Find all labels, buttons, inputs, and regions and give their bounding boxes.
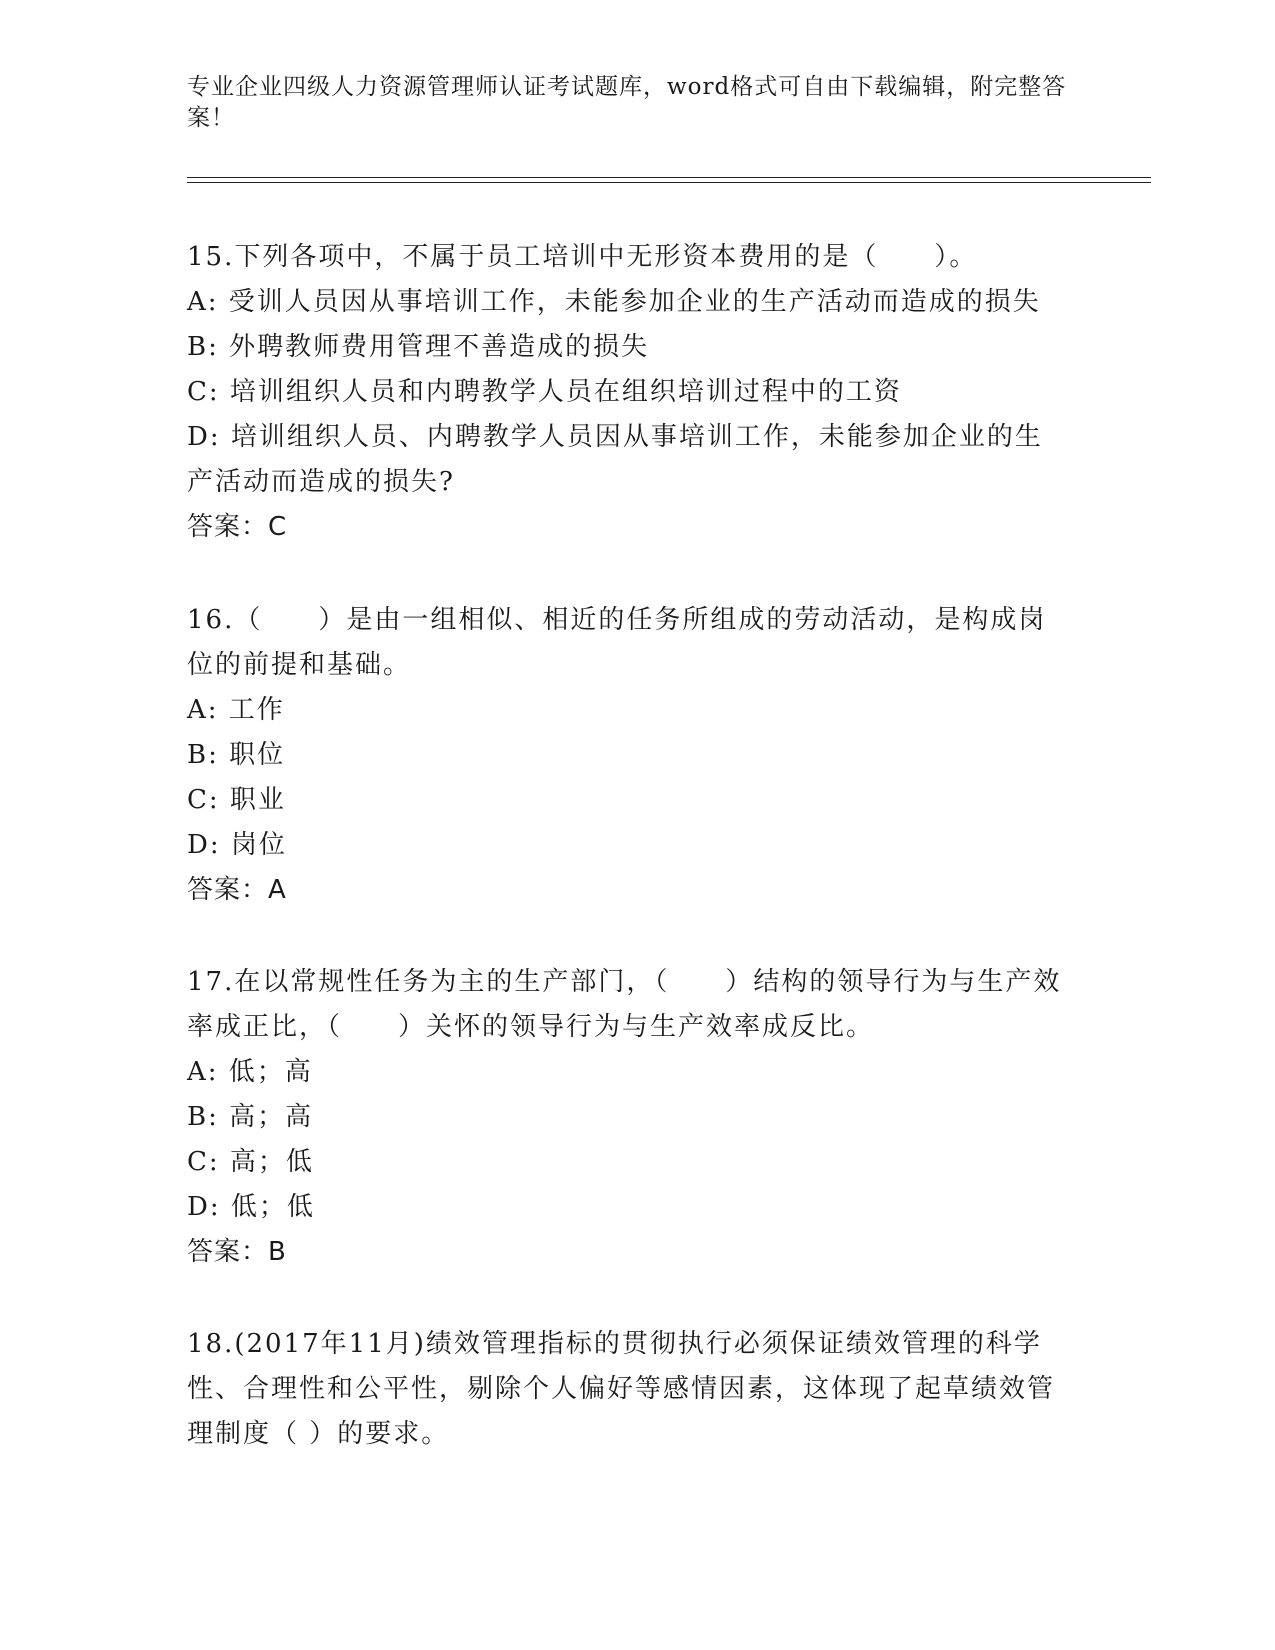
question-stem: 16.（ ）是由一组相似、相近的任务所组成的劳动活动，是构成岗位的前提和基础。	[187, 605, 1047, 680]
option-b: B: 职位	[187, 740, 286, 770]
answer: 答案：B	[187, 1237, 287, 1267]
question-stem: 17.在以常规性任务为主的生产部门，（ ）结构的领导行为与生产效率成正比，（ ）关怀的领导行为与生产效率成反比。	[187, 967, 1062, 1042]
header-divider-top	[187, 177, 1151, 178]
answer: 答案：C	[187, 512, 288, 542]
option-a: A: 低；高	[187, 1057, 313, 1087]
option-d: D: 岗位	[187, 830, 287, 860]
question-stem: 15.下列各项中，不属于员工培训中无形资本费用的是（ ）。	[187, 242, 978, 272]
question-15	[187, 235, 1067, 550]
header-divider-bottom	[187, 182, 1151, 183]
answer: 答案：A	[187, 875, 287, 905]
option-b: B: 高；高	[187, 1102, 314, 1132]
option-c: C: 培训组织人员和内聘教学人员在组织培训过程中的工资	[187, 377, 902, 407]
question-stem: 18.(2017年11月)绩效管理指标的贯彻执行必须保证绩效管理的科学性、合理性和公平性，剔除个人偏好等感情因素，这体现了起草绩效管理制度（ ）的要求。	[187, 1329, 1056, 1449]
option-d: D: 低；低	[187, 1192, 315, 1222]
option-a: A: 工作	[187, 695, 285, 725]
document-header: 专业企业四级人力资源管理师认证考试题库，word格式可自由下载编辑，附完整答案！	[187, 74, 1067, 131]
option-a: A: 受训人员因从事培训工作，未能参加企业的生产活动而造成的损失	[187, 287, 1041, 317]
option-b: B: 外聘教师费用管理不善造成的损失	[187, 332, 650, 362]
question-17	[187, 960, 1067, 1275]
option-d: D: 培训组织人员、内聘教学人员因从事培训工作，未能参加企业的生产活动而造成的损失?	[187, 422, 1043, 497]
question-16	[187, 598, 1067, 913]
option-c: C: 高；低	[187, 1147, 314, 1177]
option-c: C: 职业	[187, 785, 286, 815]
question-18	[187, 1322, 1067, 1457]
